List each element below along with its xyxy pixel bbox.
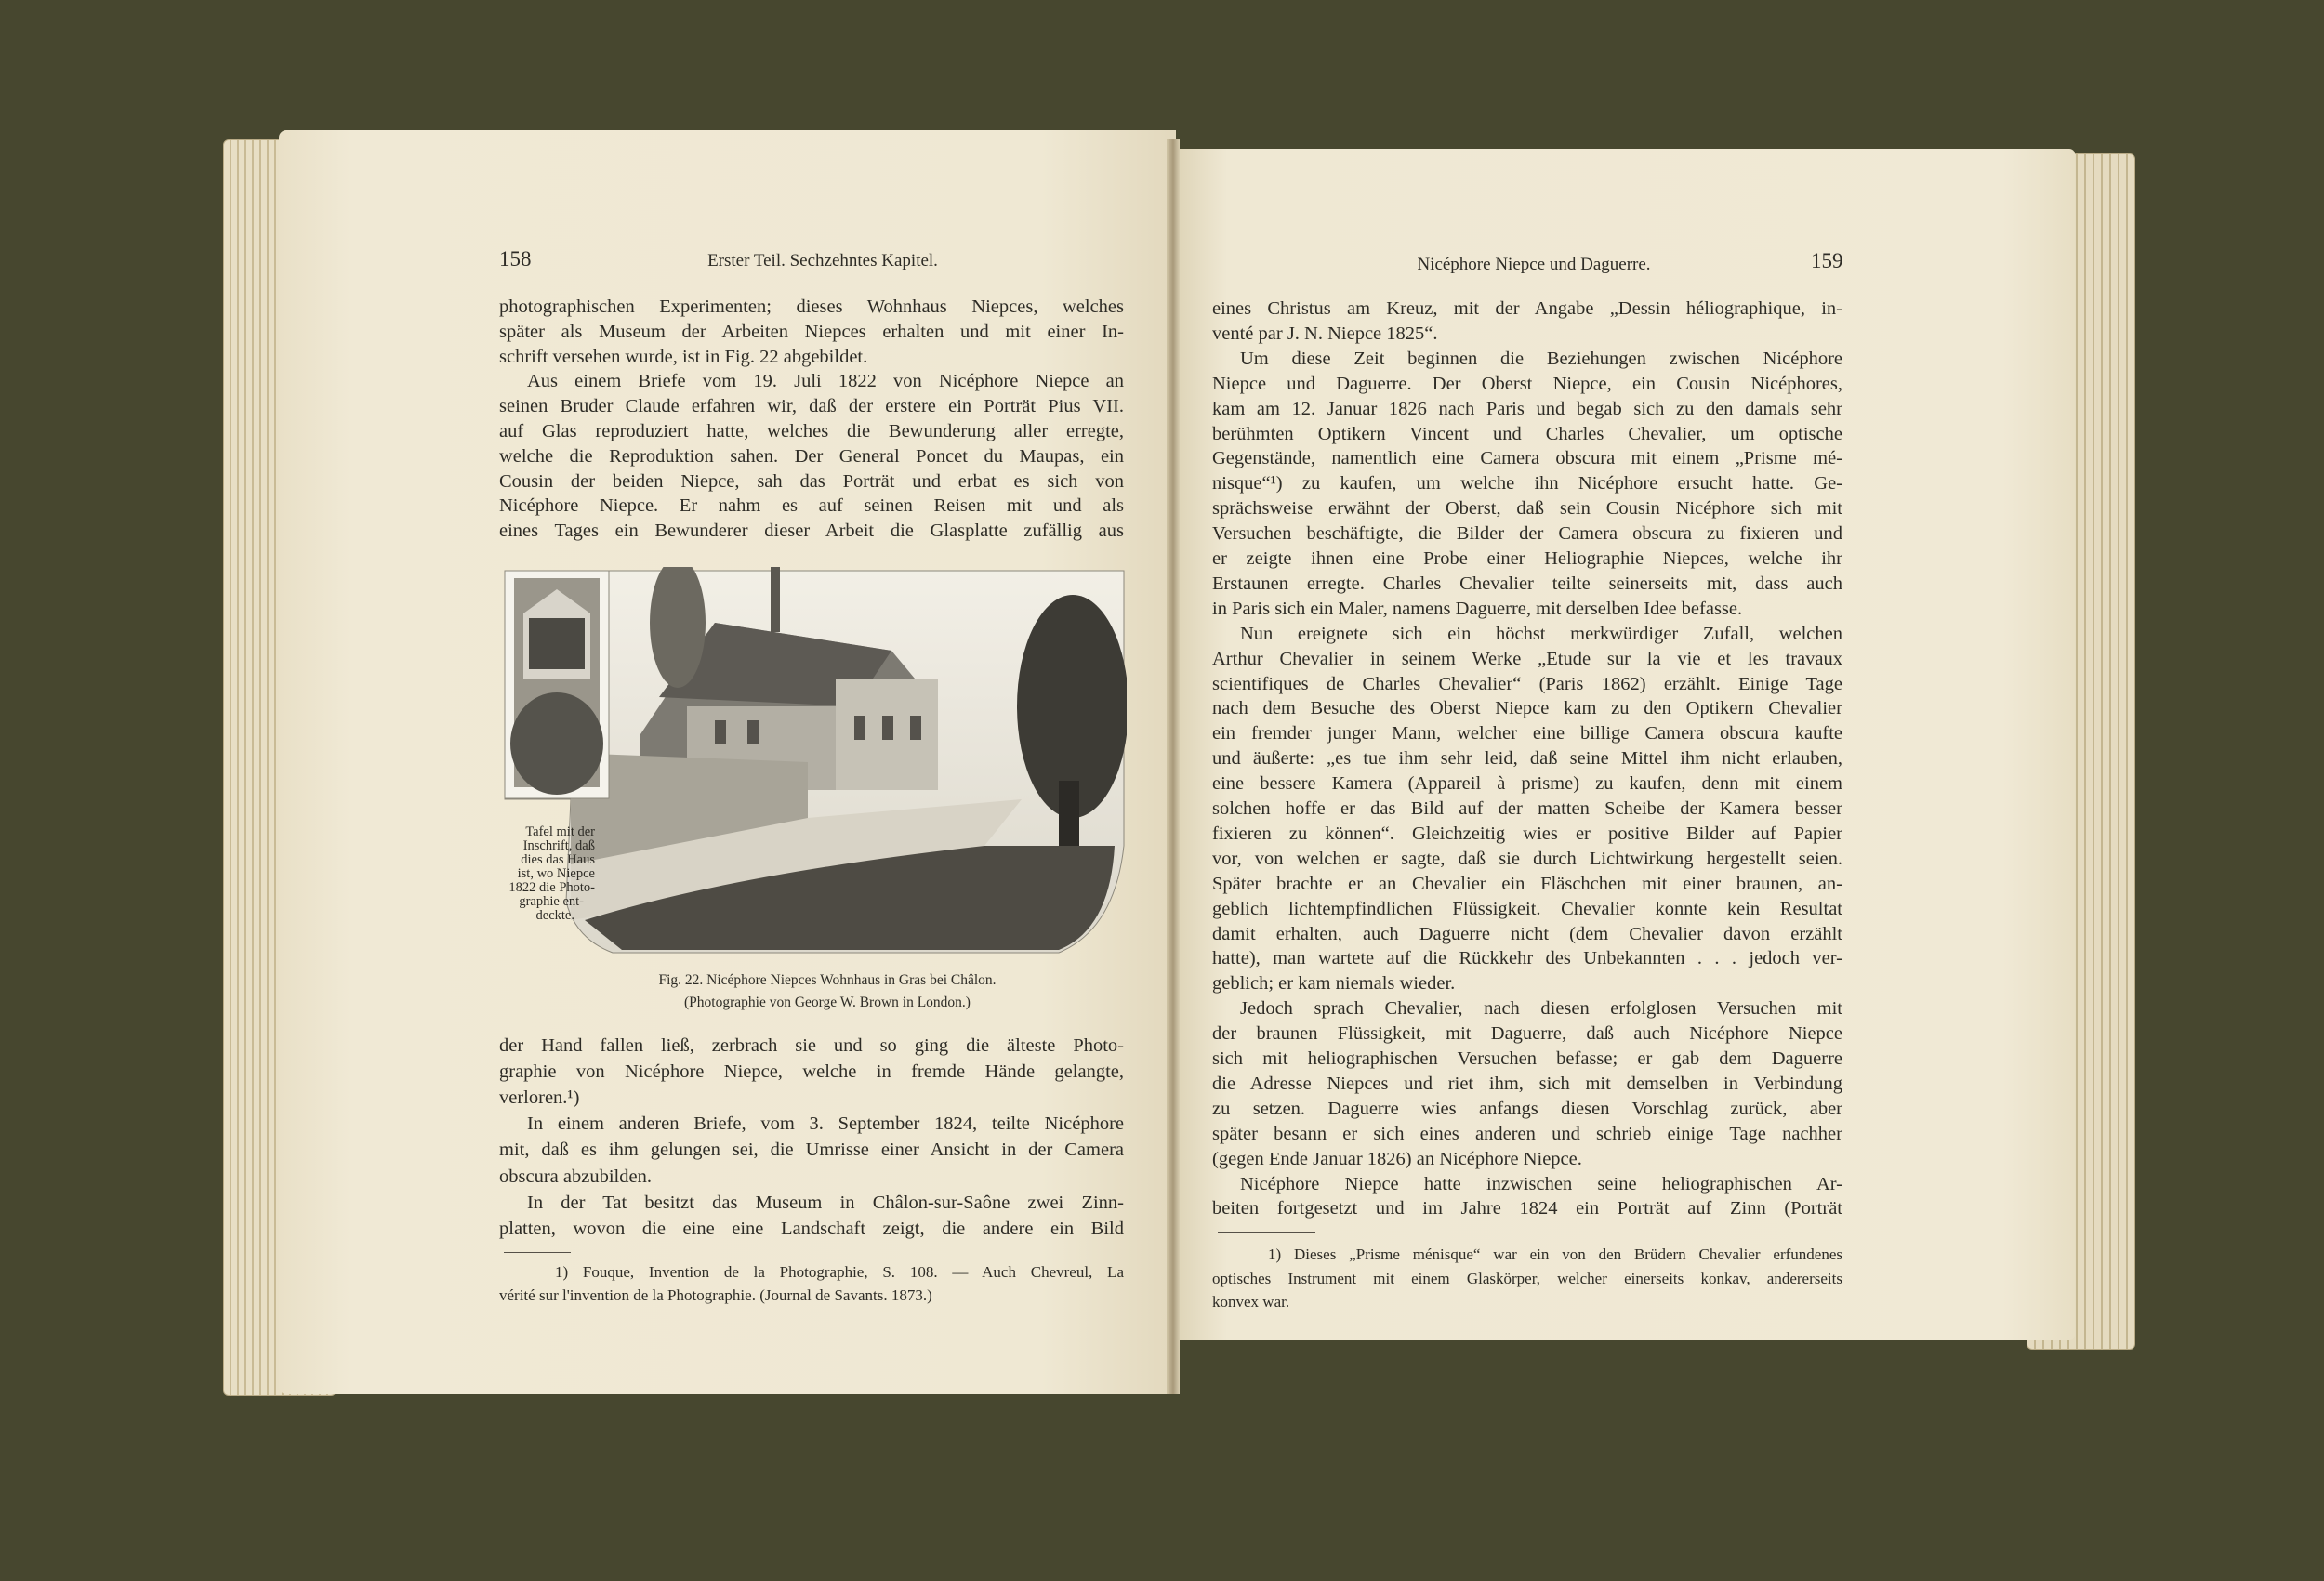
text-line: geblich; er kam niemals wieder.	[1212, 973, 1456, 995]
text-line: In einem anderen Briefe, vom 3. September 1824, teilte Nicéphore	[527, 1113, 1124, 1135]
text-line: eines Tages ein Bewunderer dieser Arbeit die Glasplatte zufällig aus	[499, 520, 1124, 542]
text-line: damit erhalten, auch Daguerre nicht (dem Chevalier davon erzählt	[1212, 923, 1842, 944]
text-line: beiten fortgesetzt und im Jahre 1824 ein Porträt auf Zinn (Porträt	[1212, 1198, 1842, 1219]
text-line: Aus einem Briefe vom 19. Juli 1822 von Nicéphore Niepce an	[527, 371, 1124, 392]
text-line: verloren.¹)	[499, 1087, 580, 1109]
text-line: in Paris sich ein Maler, namens Daguerre, mit derselben Idee befasse.	[1212, 598, 1743, 619]
text-line: der Hand fallen ließ, zerbrach sie und so ging die älteste Photo-	[499, 1035, 1124, 1056]
right-page-number: 159	[1811, 249, 1843, 272]
text-line: nisque“¹) zu kaufen, um welche ihn Nicéphore ersucht hatte. Ge-	[1212, 473, 1842, 494]
text-line: Um diese Zeit beginnen die Beziehungen zwischen Nicéphore	[1240, 348, 1842, 369]
figure-caption: Fig. 22. Nicéphore Niepces Wohnhaus in Gras bei Châlon.	[658, 972, 997, 988]
inset-caption-line: ist, wo Niepce	[517, 866, 595, 881]
text-line: scientifiques de Charles Chevalier“ (Paris 1862) erzählt. Einige Tage	[1212, 673, 1842, 694]
text-line: nach dem Besuche des Oberst Niepce kam zu den Optikern Chevalier	[1212, 698, 1842, 719]
text-line: hatte), man wartete auf die Rückkehr des Unbekannten . . . jedoch ver-	[1212, 948, 1842, 969]
text-line: vérité sur l'invention de la Photographie. (Journal de Savants. 1873.)	[499, 1286, 932, 1304]
text-line: 1) Dieses „Prisme ménisque“ war ein von den Brüdern Chevalier erfundenes	[1268, 1245, 1842, 1263]
left-footnote-rule	[504, 1252, 571, 1253]
text-line: Erstaunen erregte. Charles Chevalier teilte seinerseits mit, dass auch	[1212, 573, 1842, 594]
inset-caption-line: Inschrift, daß	[522, 838, 595, 853]
inset-caption-line: Tafel mit der	[525, 824, 595, 839]
inset-caption-line: dies das Haus	[521, 852, 595, 867]
text-line: die Adresse Niepces und riet ihm, sich mit demselben in Verbindung	[1212, 1073, 1842, 1094]
text-line: der braunen Flüssigkeit, mit Daguerre, daß auch Nicéphore Niepce	[1212, 1023, 1842, 1045]
text-line: In der Tat besitzt das Museum in Châlon-sur-Saône zwei Zinn-	[527, 1192, 1124, 1213]
text-line: sich mit heliographischen Versuchen befasse; er gab dem Daguerre	[1212, 1048, 1842, 1069]
inset-caption-line: 1822 die Photo-	[508, 880, 595, 895]
text-line: Gegenstände, namentlich eine Camera obscura mit einem „Prisme mé-	[1212, 448, 1842, 469]
text-line: mit, daß es ihm gelungen sei, die Umrisse einer Ansicht in der Camera	[499, 1140, 1124, 1161]
text-line: venté par J. N. Niepce 1825“.	[1212, 323, 1438, 344]
text-line: fixieren zu können“. Gleichzeitig wies er positive Bilder auf Papier	[1212, 823, 1842, 844]
figure-credit: (Photographie von George W. Brown in London.)	[684, 995, 971, 1010]
text-line: später als Museum der Arbeiten Niepces erhalten und mit einer In-	[499, 321, 1124, 342]
text-line: Cousin der beiden Niepce, sah das Porträt und erbat es sich von	[499, 470, 1124, 492]
figure-inset-caption	[493, 825, 595, 923]
inset-caption-line: deckte.	[535, 908, 574, 923]
text-line: konvex war.	[1212, 1293, 1290, 1311]
text-line: Arthur Chevalier in seinem Werke „Etude sur la vie et les travaux	[1212, 648, 1842, 669]
text-line: welche die Reproduktion sahen. Der General Poncet du Maupas, ein	[499, 445, 1124, 467]
text-line: sprächsweise erwähnt der Oberst, daß sein Cousin Nicéphore sich mit	[1212, 498, 1842, 520]
text-line: später besann er sich eines anderen und schrieb einige Tage nachher	[1212, 1123, 1842, 1144]
text-line: er zeigte ihnen eine Probe einer Heliographie Niepces, welche ihr	[1212, 548, 1842, 569]
text-line: graphie von Nicéphore Niepce, welche in fremde Hände gelangte,	[499, 1061, 1124, 1083]
text-line: auf Glas reproduziert hatte, welches die Bewunderung aller erregte,	[499, 421, 1124, 441]
text-line: seinen Bruder Claude erfahren wir, daß der erstere ein Porträt Pius VII.	[499, 396, 1124, 417]
text-line: eines Christus am Kreuz, mit der Angabe „Dessin héliographique, in-	[1212, 298, 1842, 319]
text-line: Versuchen beschäftigte, die Bilder der Camera obscura zu fixieren und	[1212, 523, 1842, 545]
text-line: Nicéphore Niepce hatte inzwischen seine heliographischen Ar-	[1240, 1173, 1842, 1194]
text-line: geblich lichtempfindlichen Flüssigkeit. Chevalier konnte kein Resultat	[1212, 898, 1842, 919]
text-line: Nun ereignete sich ein höchst merkwürdiger Zufall, welchen	[1240, 623, 1842, 644]
text-line: ein fremder junger Mann, welcher eine billige Camera obscura kaufte	[1212, 723, 1842, 744]
text-line: Nicéphore Niepce. Er nahm es auf seinen Reisen mit und als	[499, 495, 1124, 517]
left-page-number: 158	[499, 247, 532, 270]
text-line: Später brachte er an Chevalier ein Fläschchen mit einer braunen, an-	[1212, 873, 1842, 894]
text-line: Jedoch sprach Chevalier, nach diesen erfolglosen Versuchen mit	[1240, 998, 1842, 1020]
inset-caption-line: graphie ent-	[519, 894, 584, 909]
text-line: Niepce und Daguerre. Der Oberst Niepce, ein Cousin Nicéphores,	[1212, 373, 1842, 394]
text-line: 1) Fouque, Invention de la Photographie, S. 108. — Auch Chevreul, La	[555, 1263, 1124, 1281]
right-running-head: Nicéphore Niepce und Daguerre.	[1417, 255, 1651, 274]
text-line: optisches Instrument mit einem Glaskörper, welcher einerseits konkav, andererseits	[1212, 1269, 1842, 1287]
text-line: schrift versehen wurde, ist in Fig. 22 abgebildet.	[499, 346, 868, 367]
right-footnote-rule	[1218, 1232, 1315, 1233]
left-running-head: Erster Teil. Sechzehntes Kapitel.	[707, 251, 938, 270]
book-gutter	[1167, 139, 1180, 1394]
text-line: eine bessere Kamera (Appareil à prisme) zu kaufen, denn mit einem	[1212, 773, 1842, 795]
text-line: zu setzen. Daguerre wies anfangs diesen Vorschlag zurück, aber	[1212, 1098, 1842, 1119]
text-line: vor, von welchen er sagte, daß sie durch Lichtwirkung hergestellt seien.	[1212, 848, 1842, 869]
text-line: berühmten Optikern Vincent und Charles Chevalier, um optische	[1212, 423, 1842, 444]
text-line: solchen hoffe er das Bild auf der matten Scheibe der Kamera besser	[1212, 798, 1842, 819]
text-line: platten, wovon die eine eine Landschaft zeigt, die andere ein Bild	[499, 1218, 1124, 1239]
text-line: photographischen Experimenten; dieses Wohnhaus Niepces, welches	[499, 296, 1124, 317]
text-line: und äußerte: „es tue ihm sehr leid, daß seine Mittel ihm nicht erlauben,	[1212, 748, 1842, 770]
text-line: (gegen Ende Januar 1826) an Nicéphore Niepce.	[1212, 1148, 1582, 1169]
text-line: obscura abzubilden.	[499, 1166, 652, 1187]
text-line: kam am 12. Januar 1826 nach Paris und begab sich zu den damals sehr	[1212, 398, 1842, 419]
